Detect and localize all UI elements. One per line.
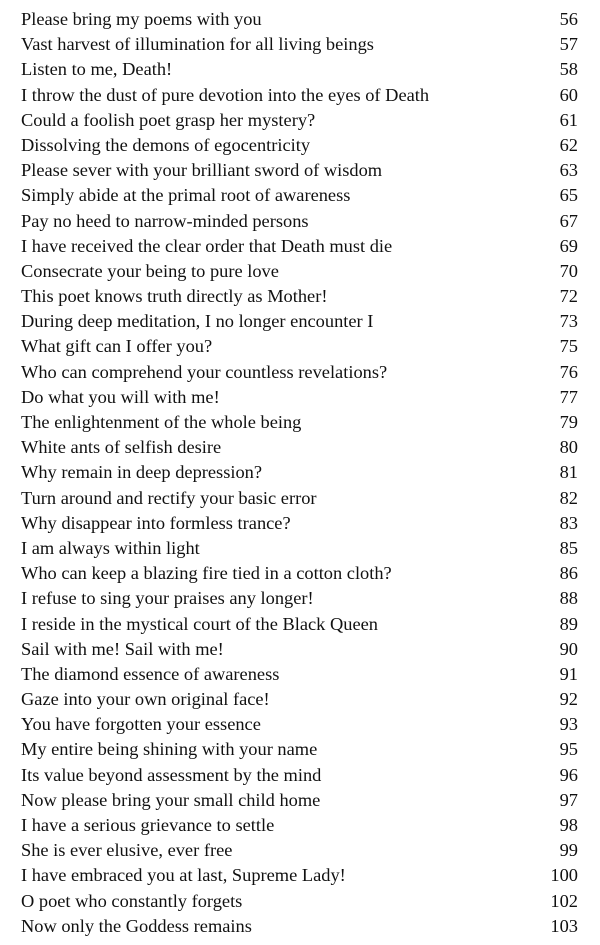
- toc-entry-page-number: 103: [550, 915, 578, 936]
- toc-entry: [21, 486, 578, 511]
- toc-entry-title: The diamond essence of awareness: [21, 663, 280, 684]
- toc-entry-title: Now only the Goddess remains: [21, 915, 252, 936]
- toc-entry-title: Gaze into your own original face!: [21, 689, 270, 710]
- toc-entry-title: Sail with me! Sail with me!: [21, 638, 224, 659]
- toc-entry-title: During deep meditation, I no longer encounter I: [21, 311, 374, 332]
- toc-entry: [21, 712, 578, 737]
- toc-entry: [21, 209, 578, 234]
- toc-entry-page-number: 85: [559, 537, 578, 558]
- toc-entry-page-number: 81: [559, 462, 578, 483]
- toc-entry: [21, 57, 578, 82]
- toc-entry-title: I am always within light: [21, 537, 200, 558]
- toc-entry: [21, 385, 578, 410]
- toc-entry-page-number: 57: [559, 34, 578, 55]
- toc-entry-title: She is ever elusive, ever free: [21, 840, 233, 861]
- toc-entry: [21, 460, 578, 485]
- toc-entry: [21, 234, 578, 259]
- toc-entry-page-number: 91: [559, 663, 578, 684]
- toc-entry-page-number: 99: [559, 840, 578, 861]
- toc-entry-page-number: 83: [559, 512, 578, 533]
- toc-entry-title: Turn around and rectify your basic error: [21, 487, 317, 508]
- toc-entry-title: What gift can I offer you?: [21, 336, 213, 357]
- toc-entry: [21, 788, 578, 813]
- toc-entry-page-number: 92: [559, 689, 578, 710]
- toc-entry: [21, 536, 578, 561]
- toc-entry-page-number: 65: [559, 185, 578, 206]
- toc-entry: [21, 7, 578, 32]
- toc-entry-page-number: 86: [559, 563, 578, 584]
- toc-entry: [21, 737, 578, 762]
- toc-entry-title: O poet who constantly forgets: [21, 890, 243, 911]
- toc-entry: [21, 259, 578, 284]
- toc-entry-title: You have forgotten your essence: [21, 714, 261, 735]
- toc-entry: [21, 183, 578, 208]
- toc-entry-title: Pay no heed to narrow-minded persons: [21, 210, 309, 231]
- toc-entry-title: The enlightenment of the whole being: [21, 412, 302, 432]
- toc-entry-title: My entire being shining with your name: [21, 739, 318, 760]
- toc-entry-page-number: 100: [550, 865, 578, 886]
- toc-entry: [21, 410, 578, 435]
- toc-entry-page-number: 90: [559, 638, 578, 659]
- toc-entry: [21, 561, 578, 586]
- toc-entry-page-number: 102: [550, 890, 578, 911]
- toc-entry: [21, 284, 578, 309]
- toc-entry: [21, 637, 578, 662]
- toc-entry-title: Why disappear into formless trance?: [21, 512, 291, 533]
- toc-entry-page-number: 98: [559, 815, 578, 835]
- table-of-contents: [21, 7, 578, 939]
- toc-entry: [21, 687, 578, 712]
- toc-entry-title: I refuse to sing your praises any longer!: [21, 588, 314, 609]
- toc-entry-page-number: 69: [559, 235, 578, 256]
- toc-entry-title: I have received the clear order that Death must die: [21, 235, 393, 256]
- toc-entry: [21, 662, 578, 687]
- toc-entry-title: I throw the dust of pure devotion into the eyes of Death: [21, 84, 430, 105]
- toc-entry-page-number: 97: [559, 789, 578, 810]
- toc-entry-title: I have embraced you at last, Supreme Lady!: [21, 865, 346, 886]
- toc-entry-page-number: 70: [559, 260, 578, 281]
- toc-entry-page-number: 95: [559, 739, 578, 760]
- toc-entry-page-number: 82: [559, 487, 578, 508]
- toc-entry-title: Who can comprehend your countless revelations?: [21, 361, 388, 382]
- toc-entry-title: Do what you will with me!: [21, 386, 220, 407]
- toc-entry-page-number: 60: [559, 84, 578, 105]
- toc-entry: [21, 763, 578, 788]
- toc-entry-page-number: 75: [559, 336, 578, 357]
- toc-entry-page-number: 79: [559, 412, 578, 432]
- toc-entry-page-number: 56: [559, 9, 578, 29]
- toc-entry-title: Why remain in deep depression?: [21, 462, 263, 483]
- toc-entry-title: This poet knows truth directly as Mother!: [21, 286, 328, 307]
- toc-entry-title: Its value beyond assessment by the mind: [21, 764, 322, 785]
- toc-entry: [21, 133, 578, 158]
- toc-entry-title: White ants of selfish desire: [21, 437, 222, 458]
- toc-entry: [21, 511, 578, 536]
- toc-entry-page-number: 61: [559, 109, 578, 130]
- toc-entry: [21, 158, 578, 183]
- toc-entry-page-number: 72: [559, 286, 578, 307]
- toc-entry-page-number: 67: [559, 210, 578, 231]
- toc-entry: [21, 813, 578, 838]
- toc-entry: [21, 108, 578, 133]
- toc-entry-title: Simply abide at the primal root of awareness: [21, 185, 351, 206]
- toc-entry: [21, 32, 578, 57]
- toc-entry: [21, 360, 578, 385]
- toc-entry: [21, 914, 578, 939]
- toc-entry-page-number: 76: [559, 361, 578, 382]
- toc-entry-page-number: 73: [559, 311, 578, 332]
- toc-entry-title: Please bring my poems with you: [21, 9, 262, 29]
- toc-entry-page-number: 88: [559, 588, 578, 609]
- toc-entry-title: Who can keep a blazing fire tied in a cotton cloth?: [21, 563, 392, 584]
- toc-entry-page-number: 58: [559, 59, 578, 80]
- toc-entry-page-number: 63: [559, 160, 578, 181]
- toc-entry-title: Listen to me, Death!: [21, 59, 173, 80]
- toc-entry: [21, 586, 578, 611]
- toc-entry-title: Consecrate your being to pure love: [21, 260, 279, 281]
- toc-entry-title: Please sever with your brilliant sword of wisdom: [21, 160, 383, 181]
- toc-entry: [21, 309, 578, 334]
- toc-entry-title: I reside in the mystical court of the Black Queen: [21, 613, 378, 634]
- toc-entry-page-number: 89: [559, 613, 578, 634]
- toc-entry: [21, 612, 578, 637]
- toc-entry-page-number: 62: [559, 134, 578, 155]
- toc-entry-title: Now please bring your small child home: [21, 789, 321, 810]
- toc-entry: [21, 83, 578, 108]
- toc-entry-page-number: 80: [559, 437, 578, 458]
- toc-entry: [21, 435, 578, 460]
- toc-entry-page-number: 93: [559, 714, 578, 735]
- toc-entry-title: I have a serious grievance to settle: [21, 815, 275, 835]
- toc-entry-title: Dissolving the demons of egocentricity: [21, 134, 311, 155]
- toc-entry-page-number: 77: [559, 386, 578, 407]
- toc-entry-title: Vast harvest of illumination for all living beings: [21, 34, 374, 55]
- toc-entry: [21, 334, 578, 359]
- toc-entry: [21, 889, 578, 914]
- toc-entry: [21, 838, 578, 863]
- toc-entry-page-number: 96: [559, 764, 578, 785]
- toc-entry: [21, 863, 578, 888]
- toc-entry-title: Could a foolish poet grasp her mystery?: [21, 109, 316, 130]
